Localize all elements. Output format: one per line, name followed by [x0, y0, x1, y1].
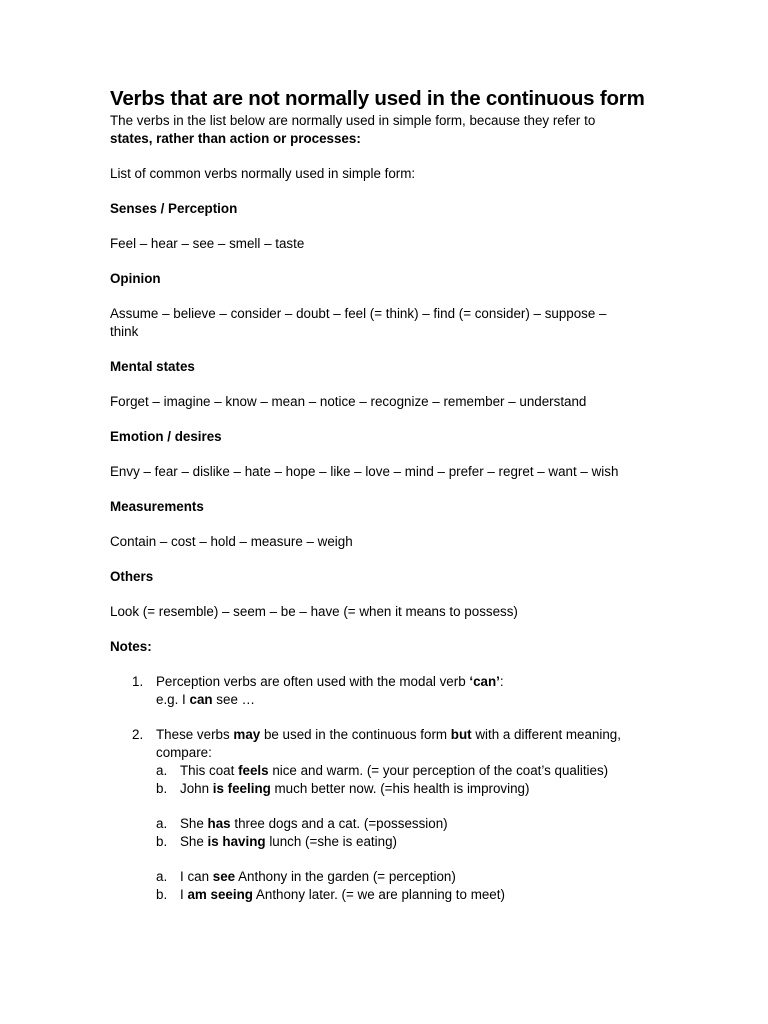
category-heading-measurements: Measurements — [110, 499, 204, 514]
note-number: 2. — [132, 727, 144, 742]
category-verbs-opinion-cont: think — [110, 324, 139, 339]
category-heading-mental: Mental states — [110, 359, 195, 374]
category-heading-emotion: Emotion / desires — [110, 429, 222, 444]
category-heading-others: Others — [110, 569, 154, 584]
example-item: b. John is feeling much better now. (=his health is improving) — [156, 781, 530, 796]
notes-heading: Notes: — [110, 639, 152, 654]
note-item — [110, 673, 670, 709]
category-verbs-senses: Feel – hear – see – smell – taste — [110, 236, 305, 251]
document-page — [110, 86, 670, 904]
note-number: 1. — [132, 674, 144, 689]
category-verbs-others: Look (= resemble) – seem – be – have (= when it means to possess) — [110, 604, 518, 619]
note-item — [110, 726, 670, 762]
example-item: a. This coat feels nice and warm. (= your perception of the coat’s qualities) — [156, 763, 609, 778]
note-text: These verbs may be used in the continuous form but with a different meaning, — [156, 727, 621, 742]
example-item: a. I can see Anthony in the garden (= perception) — [156, 869, 456, 884]
list-intro: List of common verbs normally used in simple form: — [110, 166, 416, 181]
category-verbs-opinion: Assume – believe – consider – doubt – feel (= think) – find (= consider) – suppose – — [110, 306, 607, 321]
note-text-cont: compare: — [156, 745, 212, 760]
page-title: Verbs that are not normally used in the continuous form — [110, 87, 645, 110]
note-example: e.g. I can see … — [156, 692, 255, 707]
example-item: b. She is having lunch (=she is eating) — [156, 834, 397, 849]
category-heading-senses: Senses / Perception — [110, 201, 238, 216]
example-item: b. I am seeing Anthony later. (= we are planning to meet) — [156, 887, 505, 902]
notes-list — [110, 673, 670, 904]
intro-line: The verbs in the list below are normally used in simple form, because they refer to — [110, 113, 596, 128]
example-item: a. She has three dogs and a cat. (=possession) — [156, 816, 448, 831]
intro-line-bold: states, rather than action or processes: — [110, 131, 361, 146]
category-verbs-measurements: Contain – cost – hold – measure – weigh — [110, 534, 353, 549]
note-text: Perception verbs are often used with the modal verb ‘can’: — [156, 674, 504, 689]
category-verbs-emotion: Envy – fear – dislike – hate – hope – like – love – mind – prefer – regret – want – wish — [110, 464, 619, 479]
category-verbs-mental: Forget – imagine – know – mean – notice – recognize – remember – understand — [110, 394, 587, 409]
category-heading-opinion: Opinion — [110, 271, 161, 286]
